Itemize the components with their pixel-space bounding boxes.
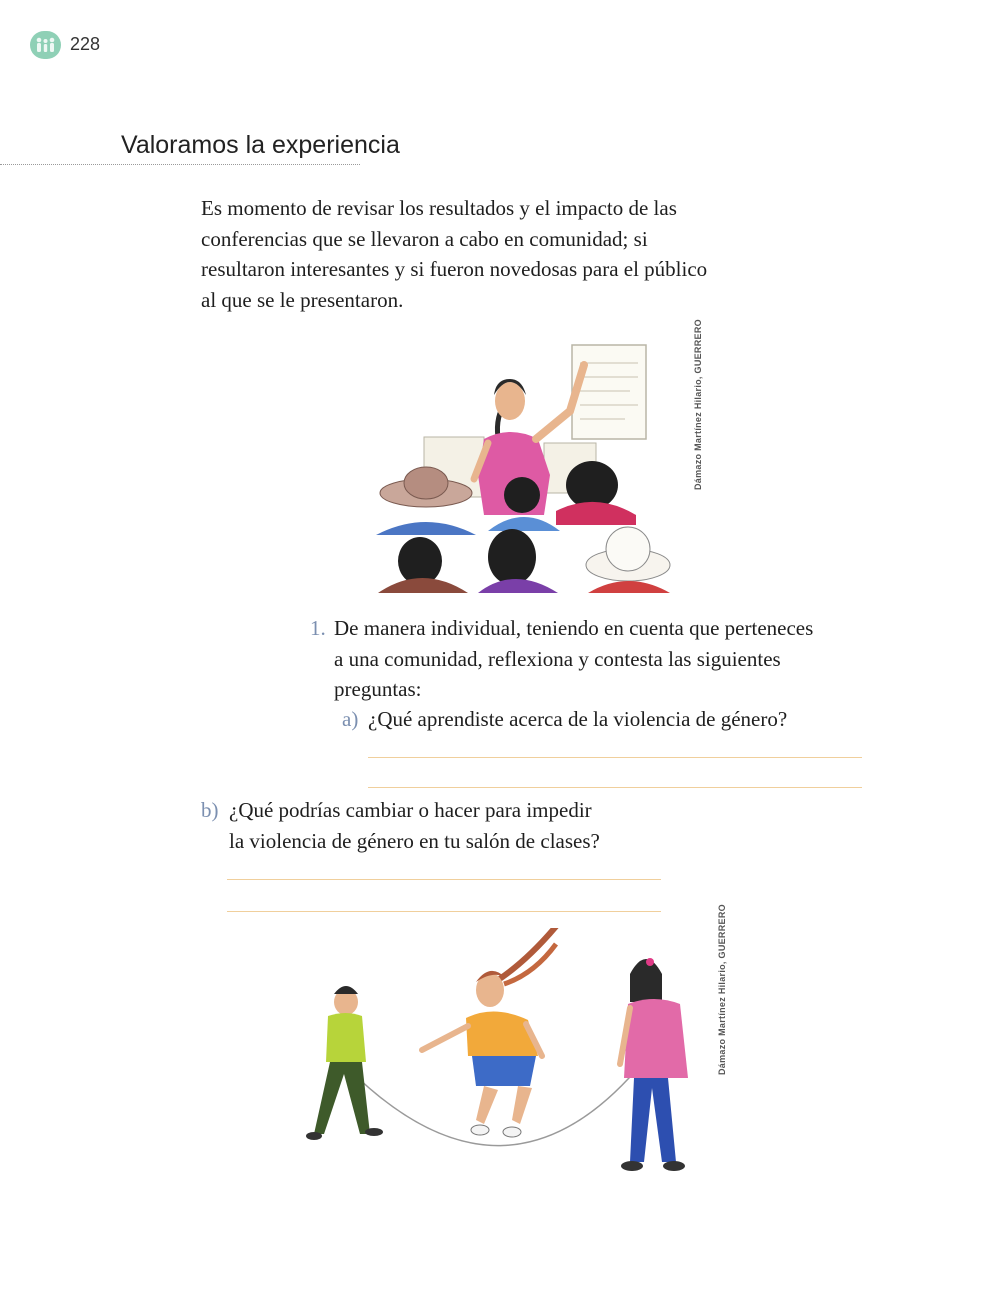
question-text bbox=[334, 613, 854, 705]
answer-line-a-2[interactable] bbox=[368, 787, 862, 788]
illustration-credit: Dámazo Martínez Hilario, GUERRERO bbox=[717, 904, 727, 1075]
page-badge bbox=[30, 31, 61, 59]
intro-line: Es momento de revisar los resultados y el impacto de las bbox=[201, 196, 677, 220]
question-line: preguntas: bbox=[334, 677, 422, 701]
presentation-illustration bbox=[360, 335, 680, 593]
illustration-credit: Dámazo Martínez Hilario, GUERRERO bbox=[693, 319, 703, 490]
answer-line-b-1[interactable] bbox=[227, 879, 661, 880]
intro-paragraph bbox=[201, 193, 741, 315]
jump-rope-illustration bbox=[298, 928, 708, 1178]
sub-question-a-label: a) bbox=[342, 707, 359, 731]
answer-line-b-2[interactable] bbox=[227, 911, 661, 912]
sub-question-b-text bbox=[229, 795, 649, 856]
sub-question-b-line: ¿Qué podrías cambiar o hacer para impedir bbox=[229, 798, 592, 822]
intro-line: resultaron interesantes y si fueron novedosas para el público bbox=[201, 257, 708, 281]
title-rule bbox=[0, 164, 360, 165]
sub-question-b-line: la violencia de género en tu salón de clases? bbox=[229, 828, 600, 853]
question-line: De manera individual, teniendo en cuenta que perteneces bbox=[334, 616, 814, 640]
family-icon bbox=[30, 31, 61, 59]
intro-line: al que se le presentaron. bbox=[201, 287, 404, 312]
question-number: 1. bbox=[310, 616, 326, 640]
sub-question-b-label: b) bbox=[201, 798, 219, 822]
question-line: a una comunidad, reflexiona y contesta las siguientes bbox=[334, 646, 781, 671]
page-number: 228 bbox=[70, 34, 101, 54]
answer-line-a-1[interactable] bbox=[368, 757, 862, 758]
intro-line: conferencias que se llevaron a cabo en comunidad; si bbox=[201, 226, 648, 251]
section-title: Valoramos la experiencia bbox=[121, 131, 400, 159]
sub-question-a-text: ¿Qué aprendiste acerca de la violencia de género? bbox=[368, 707, 788, 731]
